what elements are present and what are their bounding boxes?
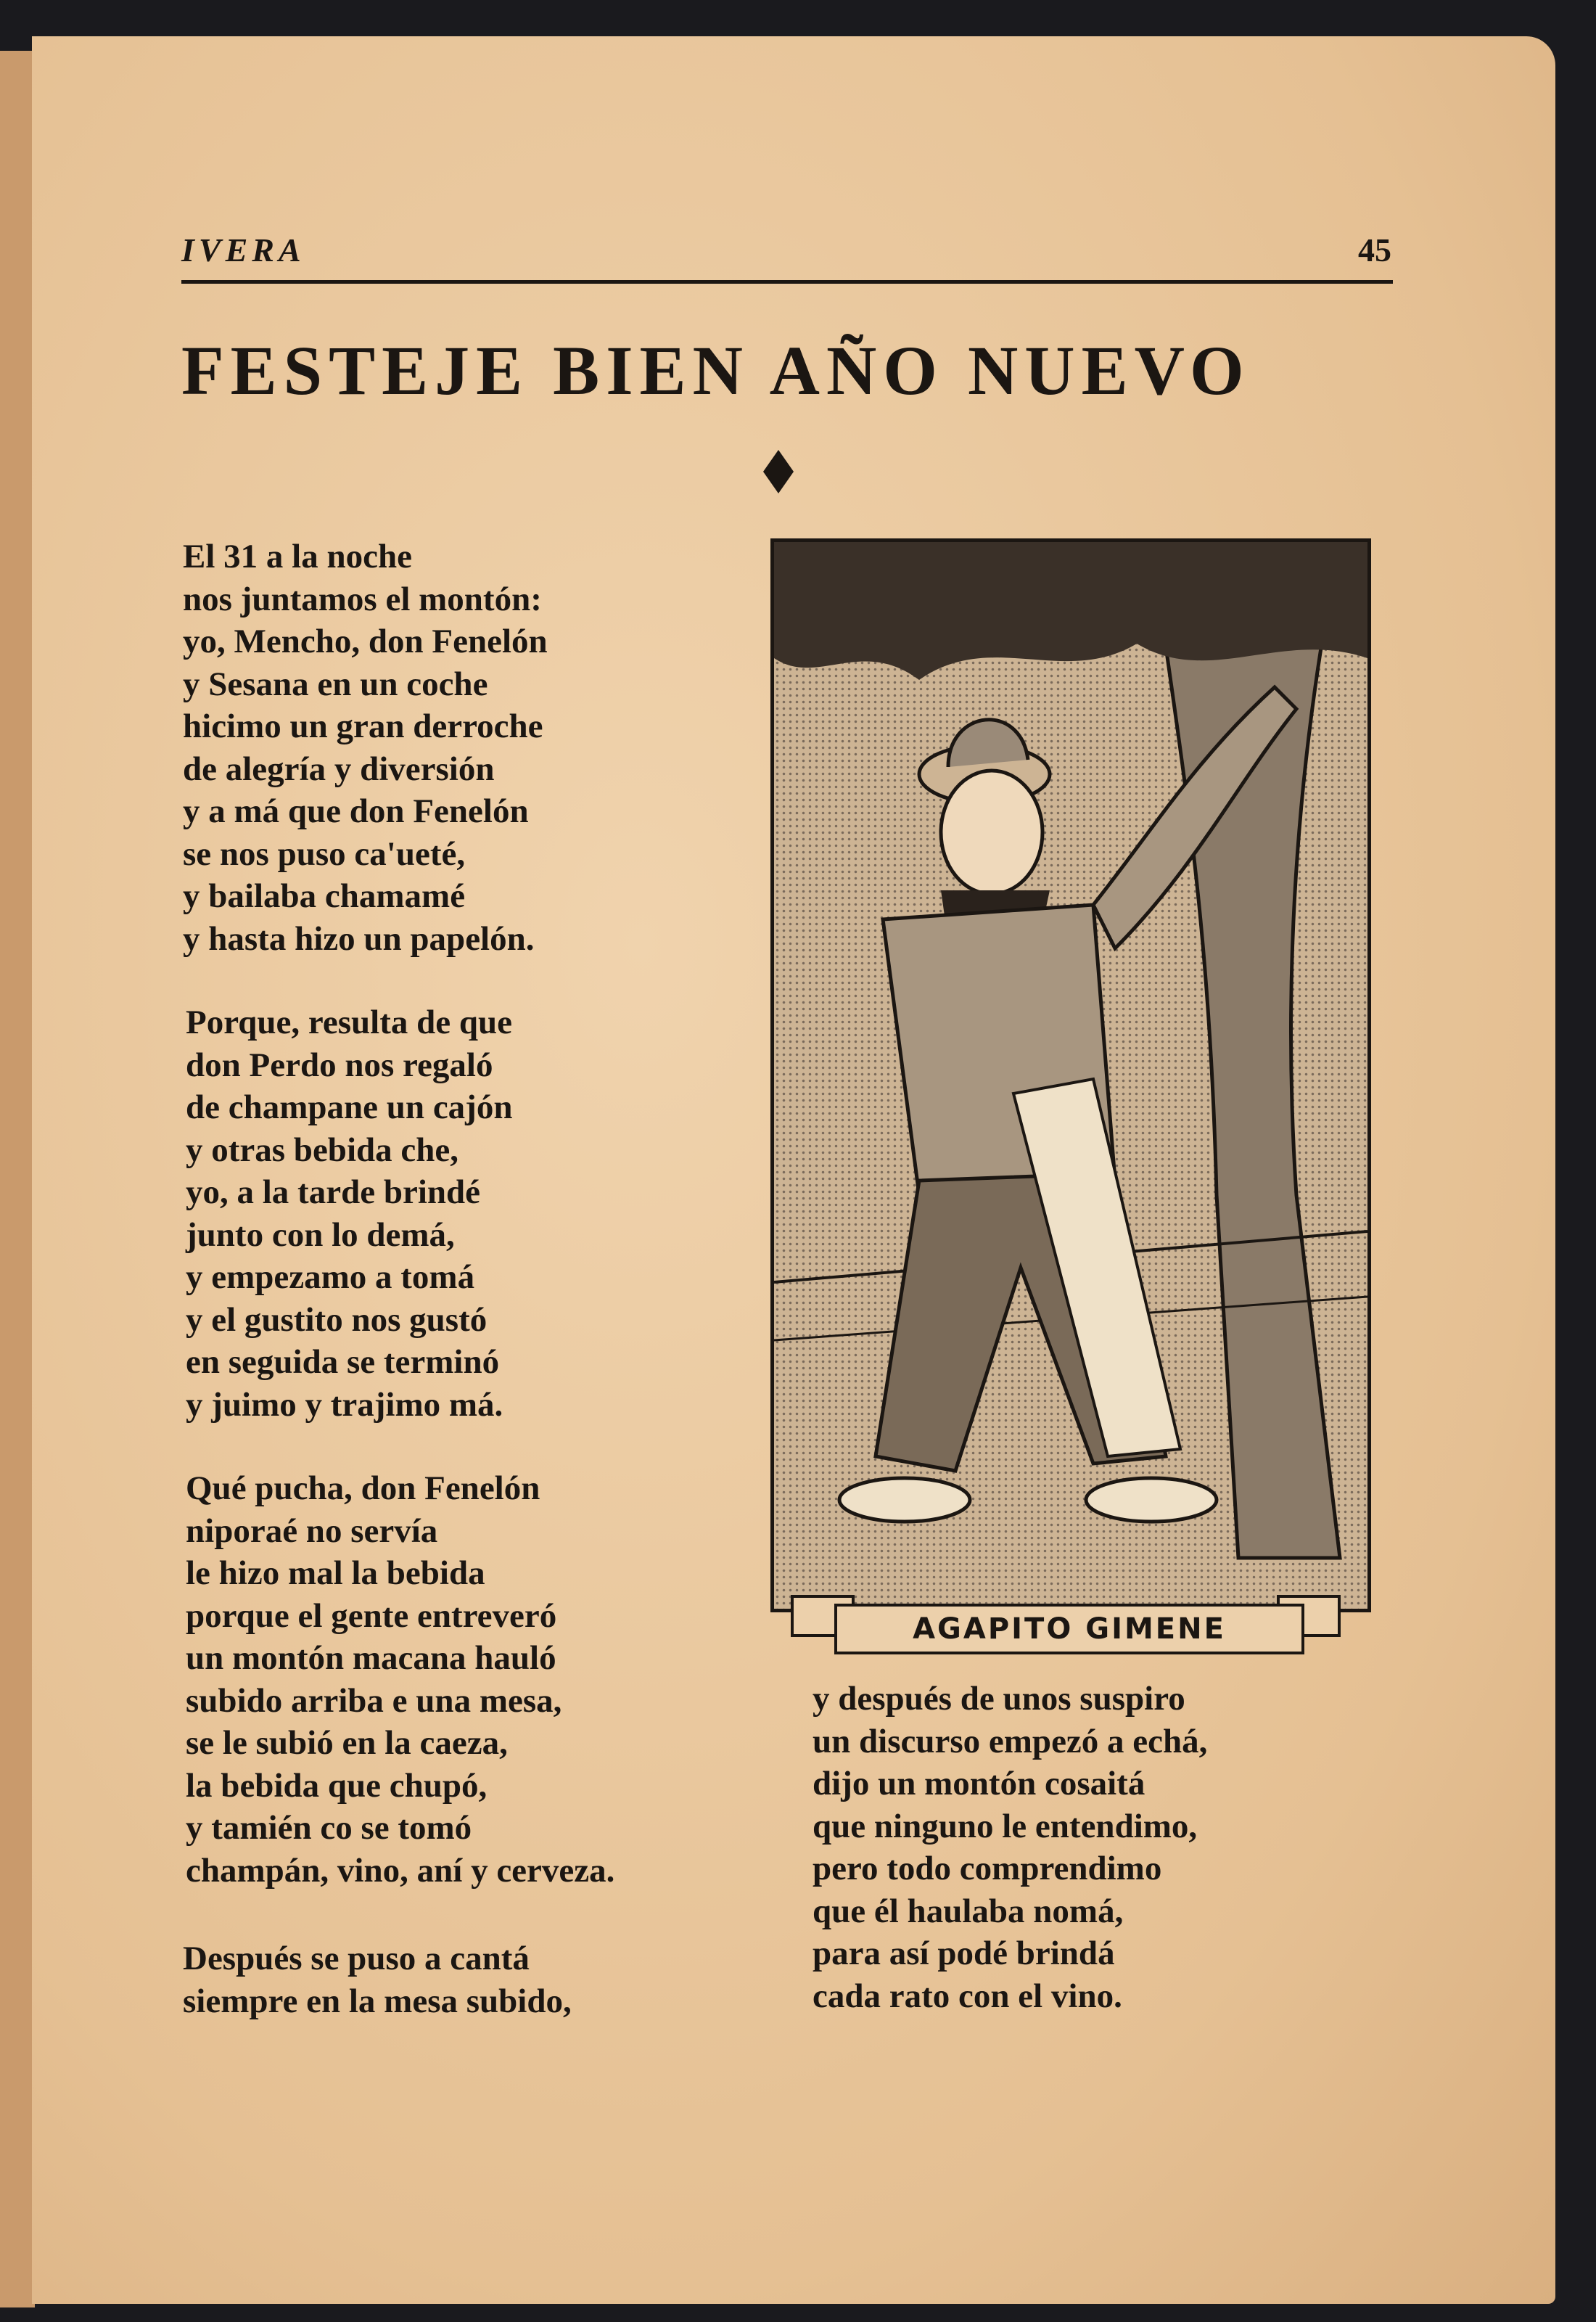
verse-line: cada rato con el vino. (813, 1977, 1122, 2015)
previous-page-edge (0, 51, 35, 2307)
verse-line: se nos puso ca'ueté, (183, 834, 466, 873)
verse-line: que ninguno le entendimo, (813, 1807, 1198, 1845)
stanza-1 (183, 536, 548, 960)
boy-figure-drawing (774, 542, 1367, 1609)
verse-line: yo, a la tarde brindé (186, 1173, 481, 1211)
magazine-name: IVERA (181, 231, 305, 268)
verse-line: don Perdo nos regaló (186, 1046, 493, 1084)
verse-line: la bebida que chupó, (186, 1766, 488, 1805)
verse-line: Después se puso a cantá (183, 1940, 530, 1977)
verse-line: que él haulaba nomá, (813, 1892, 1124, 1930)
verse-line: de champane un cajón (186, 1088, 513, 1126)
illustration-caption: AGAPITO GIMENE (834, 1604, 1304, 1654)
verse-line: nos juntamos el montón: (183, 580, 542, 618)
verse-line: dijo un montón cosaitá (813, 1765, 1145, 1802)
article-title: FESTEJE BIEN AÑO NUEVO (181, 332, 1251, 409)
verse-line: un discurso empezó a echá, (813, 1722, 1208, 1760)
verse-line: para así podé brindá (813, 1935, 1115, 1972)
header-rule (181, 280, 1393, 284)
verse-line: pero todo comprendimo (813, 1850, 1162, 1887)
verse-line: se le subió en la caeza, (186, 1724, 508, 1762)
verse-line: y después de unos suspiro (813, 1680, 1185, 1718)
verse-line: y juimo y trajimo má. (186, 1385, 503, 1424)
verse-line: un montón macana hauló (186, 1639, 556, 1677)
verse-line: junto con lo demá, (186, 1215, 455, 1254)
verse-line: champán, vino, aní y cerveza. (186, 1851, 615, 1890)
verse-line: y otras bebida che, (186, 1131, 458, 1169)
verse-line: siempre en la mesa subido, (183, 1982, 572, 2020)
verse-line: El 31 a la noche (183, 538, 412, 575)
right-column-stanza (813, 1678, 1207, 2017)
verse-line: subido arriba e una mesa, (186, 1681, 562, 1720)
verse-line: y Sesana en un coche (183, 665, 488, 703)
verse-line: le hizo mal la bebida (186, 1554, 485, 1592)
verse-line: Porque, resulta de que (186, 1004, 513, 1041)
verse-line: Qué pucha, don Fenelón (186, 1469, 540, 1507)
verse-line: y hasta hizo un papelón. (183, 919, 535, 958)
verse-line: hicimo un gran derroche (183, 707, 543, 745)
verse-line: de alegría y diversión (183, 750, 495, 788)
verse-line: y el gustito nos gustó (186, 1300, 488, 1339)
stanza-4 (183, 1937, 572, 2022)
verse-line: y tamién co se tomó (186, 1809, 472, 1847)
verse-line: y empezamo a tomá (186, 1258, 475, 1296)
verse-line: porque el gente entreveró (186, 1596, 557, 1635)
page-number: 45 (1358, 231, 1391, 268)
verse-line: y bailaba chamamé (183, 877, 466, 915)
verse-line: niporaé no servía (186, 1511, 438, 1550)
verse-line: en seguida se terminó (186, 1343, 500, 1381)
stanza-2 (186, 1001, 512, 1426)
verse-line: y a má que don Fenelón (183, 792, 529, 830)
illustration-gaucho-boy (770, 538, 1371, 1612)
stanza-3 (186, 1467, 614, 1892)
verse-line: yo, Mencho, don Fenelón (183, 623, 548, 660)
